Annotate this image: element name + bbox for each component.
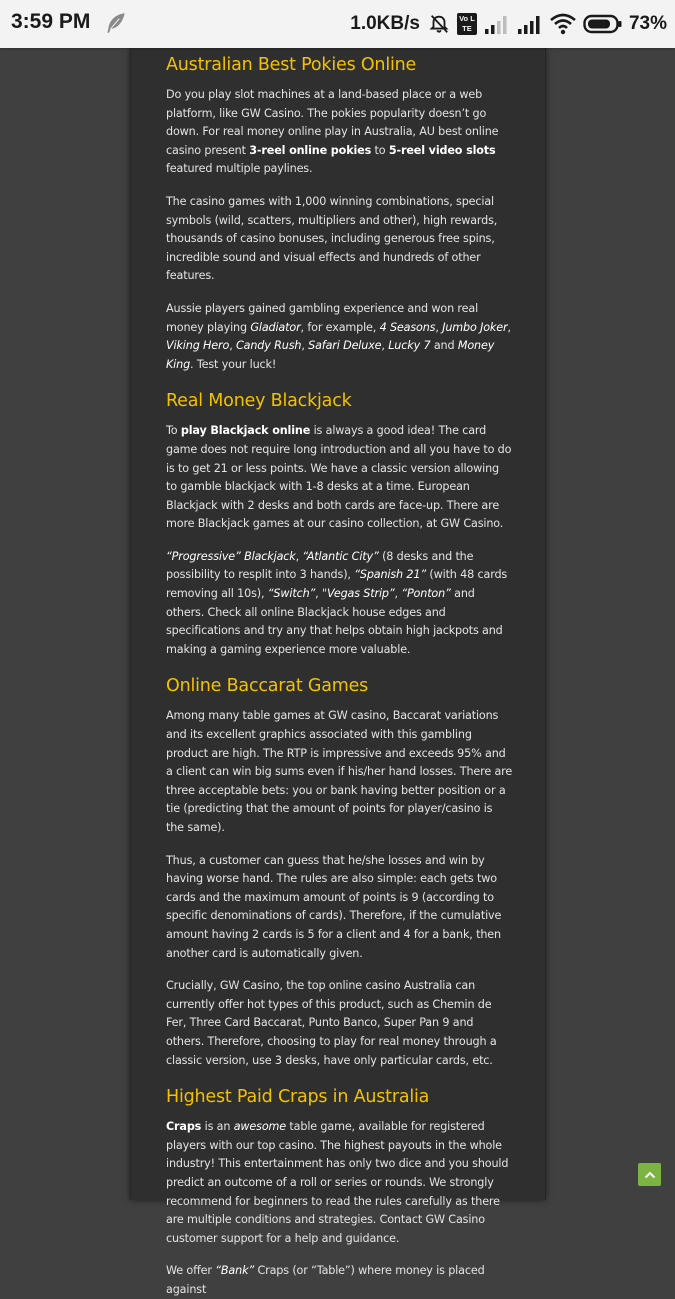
section-heading: Online Baccarat Games xyxy=(166,676,369,697)
volte-label: Vo LTE xyxy=(459,14,475,33)
italic-text: “Switch” xyxy=(267,587,316,601)
italic-text: Lucky 7 xyxy=(388,339,431,353)
italic-text: “Spanish 21” xyxy=(354,568,426,582)
text-run: , for example, xyxy=(300,320,380,334)
section-paragraph xyxy=(166,1262,513,1299)
italic-text: “Ponton” xyxy=(401,587,451,601)
bold-text: 5-reel video slots xyxy=(388,143,496,157)
italic-text: Vegas Strip” xyxy=(326,587,395,601)
text-run: (8 desks and the possibility to resplit into 3 hands), xyxy=(166,549,474,582)
italic-text: Jumbo Joker xyxy=(442,320,508,334)
text-run: to xyxy=(371,143,389,157)
article-panel xyxy=(130,48,546,1296)
text-run: Craps (or “Table”) where money is placed against xyxy=(166,1264,485,1296)
text-run: , xyxy=(394,587,402,601)
bold-text: play Blackjack online xyxy=(180,424,311,438)
chevron-up-icon xyxy=(644,1170,656,1180)
italic-text: “Atlantic City” xyxy=(302,549,379,563)
text-run: , " xyxy=(315,587,327,601)
italic-text: Gladiator xyxy=(250,320,301,334)
italic-text: Money King xyxy=(166,339,495,371)
italic-text: Viking Hero xyxy=(166,339,230,353)
signal-icon xyxy=(517,14,543,34)
section-paragraph xyxy=(166,86,513,179)
text-run: We offer xyxy=(166,1264,216,1278)
italic-text: 4 Seasons xyxy=(379,320,436,334)
scroll-to-top-button[interactable] xyxy=(638,1163,661,1186)
battery-icon xyxy=(583,14,623,34)
text-run: Thus, a customer can guess that he/she losses and win by having worse hand. The rules are also simple: each gets two cards and the maximum amount of points is 9 (according to specific denominations of cards). Therefore, if the cumulative amount having 2 cards is 5 for a client and 4 for a bank, then another card is automatically given. xyxy=(166,853,502,960)
text-run: , xyxy=(435,320,443,334)
italic-text: “Bank” xyxy=(215,1264,255,1278)
text-run: , xyxy=(507,320,511,334)
text-run: , xyxy=(301,339,309,353)
section-paragraph xyxy=(166,422,513,534)
text-run: The casino games with 1,000 winning combinations, special symbols (wild, scatters, multipliers and other), high rewards, thousands of casino bonuses, including generous free spins, incredible sound and visual effects and hundreds of other features. xyxy=(166,194,498,283)
article-body xyxy=(131,48,545,1299)
status-right xyxy=(350,9,667,39)
status-time: 3:59 PM xyxy=(11,10,91,33)
text-run: Crucially, GW Casino, the top online casino Australia can currently offer hot types of this product, such as Chemin de Fer, Three Card Baccarat, Punto Banco, Super Pan 9 and others. Therefore, choosing to play for real money through a classic version, use 3 desks, have only particular cards, etc. xyxy=(166,979,497,1067)
section-paragraph xyxy=(166,300,513,374)
bold-text: Craps xyxy=(166,1120,202,1134)
signal-icon xyxy=(484,14,510,34)
text-run: featured multiple paylines. xyxy=(166,162,313,176)
section-paragraph xyxy=(166,852,513,964)
network-speed: 1.0KB/s xyxy=(350,13,420,34)
wifi-icon xyxy=(550,13,576,35)
italic-text: awesome xyxy=(233,1120,287,1134)
volte-icon xyxy=(457,13,477,35)
battery-percent: 73% xyxy=(628,13,667,34)
italic-text: “Progressive” Blackjack xyxy=(166,549,296,563)
text-run: , xyxy=(295,549,303,563)
text-run: table game, available for registered players with our top casino. The highest payouts in the whole industry! This entertainment has only two dice and you should predict an outcome of a roll or series or rounds. We strongly recommend for beginners to read the rules carefully as there are multiple conditions and strategies. Contact GW Casino customer support for a help and guidance. xyxy=(166,1120,509,1245)
text-run: , xyxy=(381,339,389,353)
text-run: and others. Check all online Blackjack house edges and specifications and try any that helps obtain high jackpots and making a gaming experience more valuable. xyxy=(166,587,503,656)
text-run: and xyxy=(430,339,458,353)
text-run: . Test your luck! xyxy=(190,357,277,371)
text-run: Among many table games at GW casino, Baccarat variations and its excellent graphics associated with this gambling product are high. The RTP is impressive and exceeds 95% and a client can win big sums even if his/her hand losses. There are three acceptable bets: you or bank having better position or a tie (predicting that the amount of points for player/casino is the same). xyxy=(166,709,513,834)
section-heading: Australian Best Pokies Online xyxy=(166,55,417,75)
feather-icon xyxy=(103,10,129,36)
section-paragraph xyxy=(166,707,513,837)
text-run: Aussie players gained gambling experience and won real money playing xyxy=(166,301,479,334)
text-run: (with 48 cards removing all 10s), xyxy=(166,568,508,601)
section-paragraph xyxy=(166,193,513,286)
text-run: Do you play slot machines at a land-based place or a web platform, like GW Casino. The pokies popularity doesn’t go down. For real money online play in Australia, AU best online casino present xyxy=(166,88,499,157)
alarm-off-icon xyxy=(428,13,450,35)
text-run: is an xyxy=(201,1120,234,1134)
section-paragraph xyxy=(166,1118,513,1248)
text-run: is always a good idea! The card game does not require long introduction and all you have to do is to get 21 or less points. We have a classic version allowing to gamble blackjack with 1-8 desks at a time. European Blackjack with 2 desks and both cards are face-up. There are more Blackjack games at our casino collection, at GW Casino. xyxy=(166,424,512,531)
section-paragraph xyxy=(166,977,513,1070)
section-heading: Real Money Blackjack xyxy=(166,391,352,412)
bold-text: 3-reel online pokies xyxy=(249,143,372,157)
text-run: , xyxy=(229,339,236,353)
italic-text: Safari Deluxe xyxy=(308,339,382,353)
section-heading: Highest Paid Craps in Australia xyxy=(166,1087,430,1108)
text-run: To xyxy=(166,424,181,438)
status-bar xyxy=(0,0,675,48)
section-paragraph xyxy=(166,548,513,660)
italic-text: Candy Rush xyxy=(236,339,302,353)
